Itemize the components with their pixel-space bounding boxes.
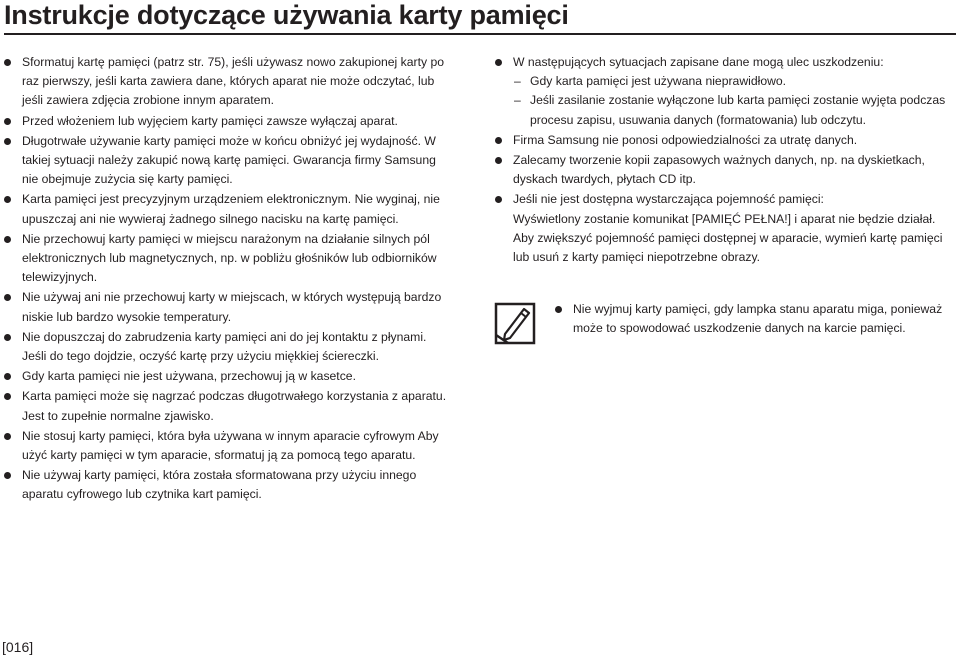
sub-item <box>514 72 955 91</box>
bullet-icon <box>495 196 502 203</box>
bullet-icon <box>495 157 502 164</box>
list-item-data-damage <box>513 53 955 130</box>
item-text-continued: Wyświetlony zostanie komunikat [PAMIĘĆ PEŁNA!] i aparat nie będzie działał. Aby zwiększyć pojemność pamięci dostępnej w aparacie, wymień kartę pamięci lub usuń z karty pamięci niepotrzebne obrazy. <box>513 211 943 265</box>
list-item <box>513 131 955 150</box>
bullet-icon <box>4 294 11 301</box>
bullet-icon <box>555 306 562 313</box>
dash-icon: – <box>514 74 521 89</box>
list-item <box>22 427 454 465</box>
item-text: Sformatuj kartę pamięci (patrz str. 75), jeśli używasz nowo zakupionej karty po raz pierwszy, jeśli karta zawiera dane, których aparat nie może odczytać, lub jeśli zawiera zdjęcia zrobione innym aparatem. <box>22 55 444 108</box>
item-text: Firma Samsung nie ponosi odpowiedzialności za utratę danych. <box>513 132 858 147</box>
note-list <box>573 300 953 338</box>
list-item <box>22 132 454 190</box>
bullet-icon <box>4 472 11 479</box>
bullet-icon <box>4 138 11 145</box>
item-text: Nie używaj karty pamięci, która została sformatowana przy użyciu innego aparatu cyfrowego lub czytnika kart pamięci. <box>22 468 417 502</box>
note-item <box>573 300 953 338</box>
list-item <box>22 466 454 504</box>
item-text: Nie przechowuj karty pamięci w miejscu narażonym na działanie silnych pól elektronicznych lub magnetycznych, np. w pobliżu głośników lub odbiorników telewizyjnych. <box>22 231 437 285</box>
note-pencil-icon <box>494 301 536 345</box>
list-item <box>22 112 454 131</box>
list-item <box>22 53 454 111</box>
dash-icon: – <box>514 93 521 108</box>
bullet-icon <box>4 334 11 341</box>
bullet-icon <box>4 393 11 400</box>
list-item <box>513 190 955 267</box>
item-text: Karta pamięci jest precyzyjnym urządzeniem elektronicznym. Nie wyginaj, nie upuszczaj ani nie wywieraj żadnego silnego nacisku na kartę pamięci. <box>22 192 440 226</box>
item-text: Nie dopuszczaj do zabrudzenia karty pamięci ani do jej kontaktu z płynami. Jeśli do tego dojdzie, oczyść kartę przy użyciu miękkiej ściereczki. <box>22 329 427 364</box>
item-text: Przed włożeniem lub wyjęciem karty pamięci zawsze wyłączaj aparat. <box>22 113 398 128</box>
list-item <box>513 151 955 189</box>
item-text: Nie używaj ani nie przechowuj karty w miejscach, w których występują bardzo niskie lub bardzo wysokie temperatury. <box>22 290 442 324</box>
list-item <box>22 230 454 288</box>
bullet-icon <box>4 196 11 203</box>
note-text: Nie wyjmuj karty pamięci, gdy lampka stanu aparatu miga, ponieważ może to spowodować uszkodzenie danych na karcie pamięci. <box>573 302 943 336</box>
item-text: Długotrwałe używanie karty pamięci może w końcu obniżyć jej wydajność. W takiej sytuacji należy zakupić nową kartę pamięci. Gwarancja firmy Samsung nie obejmuje zużycia się karty pamięci. <box>22 133 436 187</box>
list-item <box>22 367 454 386</box>
item-text: Nie stosuj karty pamięci, która była używana w innym aparacie cyfrowym Aby użyć karty pamięci w tym aparacie, sformatuj ją za pomocą tego aparatu. <box>22 428 439 463</box>
bullet-icon <box>4 236 11 243</box>
bullet-icon <box>4 433 11 440</box>
bullet-icon <box>495 137 502 144</box>
item-text: Zalecamy tworzenie kopii zapasowych ważnych danych, np. na dyskietkach, dyskach twardych, płytach CD itp. <box>513 153 925 187</box>
list-item <box>22 288 454 326</box>
page-title: Instrukcje dotyczące używania karty pamięci <box>4 0 569 30</box>
sub-item-text: Gdy karta pamięci jest używana nieprawidłowo. <box>530 74 787 89</box>
bullet-icon <box>4 373 11 380</box>
title-divider <box>4 33 956 35</box>
left-instructions-list <box>22 53 454 506</box>
right-instructions-list <box>513 53 955 268</box>
item-text: Jeśli nie jest dostępna wystarczająca pojemność pamięci: <box>513 192 824 207</box>
bullet-icon <box>495 59 502 66</box>
page-number: [016] <box>2 639 34 655</box>
item-text: W następujących sytuacjach zapisane dane mogą ulec uszkodzeniu: <box>513 55 884 69</box>
list-item <box>22 328 454 366</box>
sub-item <box>514 91 955 129</box>
item-text: Gdy karta pamięci nie jest używana, przechowuj ją w kasetce. <box>22 369 356 384</box>
item-text: Karta pamięci może się nagrzać podczas długotrwałego korzystania z aparatu. Jest to zupełnie normalne zjawisko. <box>22 389 447 423</box>
sub-item-text: Jeśli zasilanie zostanie wyłączone lub karta pamięci zostanie wyjęta podczas procesu zapisu, usuwania danych (formatowania) lub odczytu. <box>530 93 946 127</box>
list-item <box>22 387 454 425</box>
bullet-icon <box>4 59 11 66</box>
bullet-icon <box>4 118 11 125</box>
list-item <box>22 190 454 228</box>
